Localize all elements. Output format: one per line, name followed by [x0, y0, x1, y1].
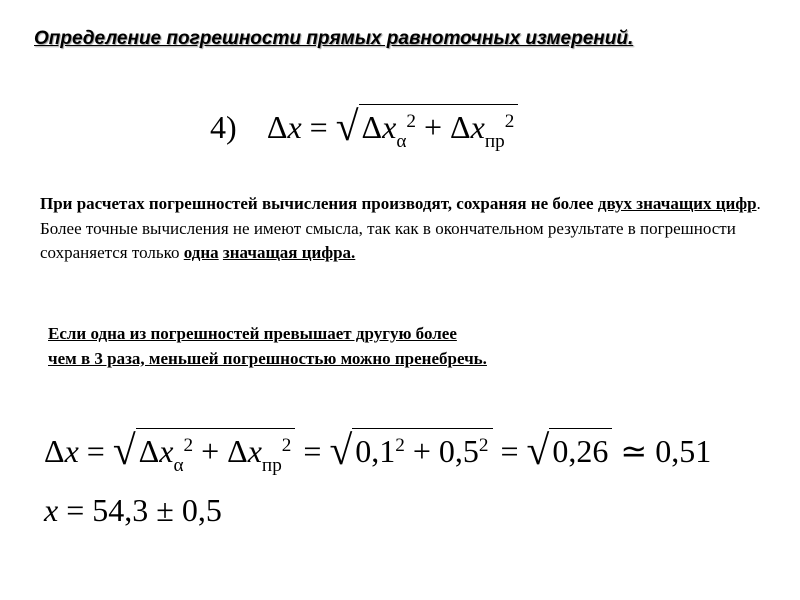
delta-symbol: Δ [450, 109, 471, 145]
delta-symbol: Δ [227, 433, 248, 469]
paragraph1-intro: При расчетах погрешностей вычисления производят, сохраняя не более [40, 194, 598, 213]
paragraph1-one: одна [183, 243, 219, 263]
variable-x: x [470, 109, 485, 145]
variable-x: x [382, 109, 397, 145]
delta-symbol: Δ [361, 109, 383, 145]
subscript-alpha: α [173, 454, 184, 476]
rounding-rule-paragraph [40, 192, 776, 266]
equals-sign: = [66, 492, 85, 528]
value-sum-squares: 0,26 [552, 433, 609, 469]
error-value: 0,5 [181, 492, 222, 528]
formula-final-result [44, 492, 222, 529]
title-text: Определение погрешности прямых равноточных измерений [34, 28, 628, 49]
square-root [112, 424, 296, 476]
paragraph1-middle: . Более точные вычисления не имеют смысла, так как в окончательном результате в погрешности сохраняется только [40, 194, 761, 263]
variable-x: x [159, 433, 174, 469]
radicand [359, 104, 519, 152]
variable-x: x [247, 433, 262, 469]
paragraph1-two-digits: двух значащих цифр [597, 194, 757, 213]
variable-x: x [44, 492, 59, 528]
exponent: 2 [478, 435, 489, 457]
delta-symbol: Δ [266, 109, 288, 145]
radicand [136, 428, 296, 476]
square-root [329, 424, 492, 472]
equals-sign: = [303, 433, 322, 469]
paragraph2-line1: Если одна из погрешностей превышает другую более [48, 324, 457, 343]
square-root [335, 100, 519, 152]
value-alpha-error: 0,1 [355, 433, 396, 469]
equals-sign: = [86, 433, 105, 469]
subscript-alpha: α [396, 130, 407, 152]
page-title [34, 28, 633, 50]
variable-x: x [287, 109, 302, 145]
value-instrument-error: 0,5 [438, 433, 479, 469]
equals-sign: = [309, 109, 328, 145]
radical-sign: √ [526, 427, 550, 474]
exponent: 2 [281, 435, 292, 457]
variable-x: x [64, 433, 79, 469]
exponent: 2 [406, 111, 416, 133]
measured-value: 54,3 [92, 492, 149, 528]
radical-sign: √ [112, 427, 136, 474]
plus-minus-sign: ± [156, 492, 174, 528]
title-period: . [627, 28, 634, 49]
radical-sign: √ [335, 103, 359, 150]
formula-total-error [210, 100, 518, 152]
exponent: 2 [504, 111, 515, 133]
paragraph1-significant-digit: значащая цифра. [222, 243, 356, 263]
square-root [527, 424, 613, 472]
equals-sign: = [500, 433, 519, 469]
formula-calculation [44, 424, 712, 476]
plus-sign: + [423, 109, 443, 145]
subscript-pr: пр [261, 454, 282, 476]
delta-symbol: Δ [44, 433, 65, 469]
plus-sign: + [201, 433, 220, 469]
radicand [352, 428, 492, 470]
delta-symbol: Δ [138, 433, 160, 469]
subscript-pr: пр [484, 130, 505, 152]
value-result: 0,51 [655, 433, 712, 469]
approx-sign: ≃ [620, 433, 648, 469]
formula-number: 4) [210, 109, 237, 145]
radicand [549, 428, 612, 470]
neglect-rule-paragraph [48, 322, 648, 371]
exponent: 2 [183, 435, 194, 457]
paragraph2-line2: чем в 3 раза, меньшей погрешностью можно пренебречь. [48, 348, 487, 368]
radical-sign: √ [329, 427, 353, 474]
exponent: 2 [395, 435, 405, 457]
plus-sign: + [412, 433, 431, 469]
